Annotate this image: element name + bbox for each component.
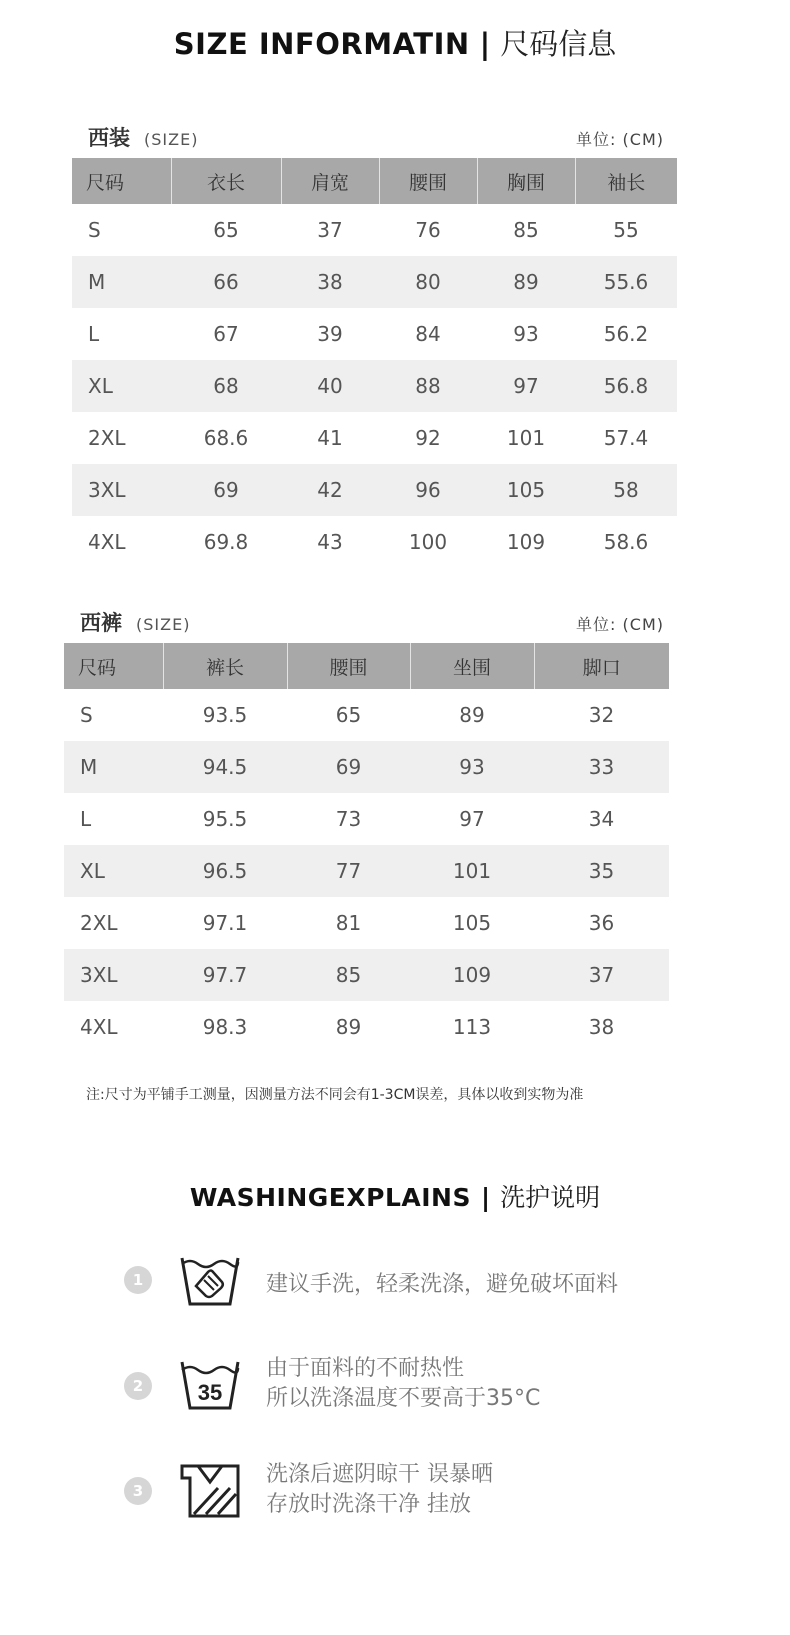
washing-line: 洗涤后遮阴晾干 误暴晒 — [266, 1462, 493, 1487]
value-cell: 105 — [452, 911, 492, 935]
value-cell: 109 — [410, 949, 534, 1001]
value-cell: 66 — [171, 256, 281, 308]
size-cell: 2XL — [80, 911, 118, 935]
value-cell: 69.8 — [203, 530, 249, 554]
size-cell: M — [64, 741, 163, 793]
washing-item-3 — [0, 1458, 790, 1538]
column-header: 袖长 — [575, 158, 677, 204]
table-row — [64, 793, 669, 845]
size-cell: 3XL — [64, 949, 163, 1001]
value-cell: 37 — [317, 218, 343, 242]
column-header: 肩宽 — [281, 158, 379, 204]
value-cell: 81 — [335, 911, 362, 935]
washing-line: 所以洗涤温度不要高于35°C — [266, 1386, 541, 1411]
value-cell: 95.5 — [202, 807, 248, 831]
suit-size-tag: (SIZE) — [144, 130, 199, 149]
size-cell: S — [80, 703, 93, 727]
size-cell: 4XL — [88, 530, 126, 554]
value-cell: 42 — [281, 464, 379, 516]
suit-unit: 单位: (CM) — [576, 130, 664, 149]
washing-item-2 — [0, 1352, 790, 1432]
value-cell: 68 — [171, 360, 281, 412]
washing-line: 建议手洗，轻柔洗涤，避免破坏面料 — [266, 1272, 619, 1297]
value-cell: 101 — [410, 845, 534, 897]
suit-table-caption — [88, 122, 664, 152]
column-header: 尺码 — [72, 158, 171, 204]
value-cell: 69 — [171, 464, 281, 516]
table-row — [72, 412, 677, 464]
value-cell: 32 — [588, 703, 615, 727]
table-row — [64, 897, 669, 949]
table-row — [64, 741, 669, 793]
value-cell: 96.5 — [163, 845, 287, 897]
value-cell: 101 — [506, 426, 546, 450]
value-cell: 80 — [379, 256, 477, 308]
value-cell: 38 — [588, 1015, 615, 1039]
value-cell: 85 — [513, 218, 539, 242]
pants-label: 西裤 — [80, 611, 122, 635]
value-cell: 89 — [477, 256, 575, 308]
value-cell: 97 — [477, 360, 575, 412]
size-cell: 3XL — [72, 464, 171, 516]
value-cell: 41 — [317, 426, 343, 450]
value-cell: 58.6 — [603, 530, 649, 554]
value-cell: 37 — [534, 949, 669, 1001]
size-cell: S — [88, 218, 101, 242]
value-cell: 97.7 — [163, 949, 287, 1001]
value-cell: 93.5 — [202, 703, 248, 727]
number-badge: 2 — [124, 1372, 152, 1400]
column-header: 腰围 — [287, 643, 410, 689]
size-cell: XL — [64, 845, 163, 897]
column-header: 坐围 — [410, 643, 534, 689]
size-cell: 2XL — [88, 426, 126, 450]
number-badge: 1 — [124, 1266, 152, 1294]
wash-35-icon — [178, 1356, 242, 1414]
table-row — [72, 204, 677, 256]
value-cell: 97.1 — [202, 911, 248, 935]
washing-text — [266, 1460, 493, 1520]
value-cell: 40 — [281, 360, 379, 412]
value-cell: 96 — [379, 464, 477, 516]
value-cell: 56.2 — [603, 322, 649, 346]
value-cell: 89 — [335, 1015, 362, 1039]
pants-size-table — [64, 643, 669, 1053]
value-cell: 69 — [287, 741, 410, 793]
shade-dry-icon — [178, 1460, 242, 1520]
number-badge: 3 — [124, 1477, 152, 1505]
value-cell: 113 — [452, 1015, 492, 1039]
value-cell: 57.4 — [603, 426, 649, 450]
suit-label: 西装 — [88, 126, 130, 150]
value-cell: 77 — [287, 845, 410, 897]
size-cell: XL — [72, 360, 171, 412]
title-english: SIZE INFORMATIN — [173, 27, 470, 61]
title-chinese: 尺码信息 — [500, 27, 617, 61]
suit-size-table — [72, 158, 677, 568]
value-cell: 55.6 — [575, 256, 677, 308]
washing-text — [266, 1354, 540, 1414]
table-row — [64, 845, 669, 897]
value-cell: 35 — [534, 845, 669, 897]
table-header-row — [64, 643, 669, 689]
table-row — [72, 308, 677, 360]
title-separator: | — [481, 1183, 491, 1212]
table-row — [72, 256, 677, 308]
value-cell: 65 — [213, 218, 239, 242]
value-cell: 94.5 — [163, 741, 287, 793]
size-cell: L — [88, 322, 100, 346]
value-cell: 100 — [408, 530, 448, 554]
value-cell: 93 — [410, 741, 534, 793]
washing-line: 由于面料的不耐热性 — [266, 1356, 465, 1381]
size-info-title — [0, 22, 790, 63]
value-cell: 67 — [213, 322, 239, 346]
value-cell: 92 — [415, 426, 441, 450]
table-row — [72, 360, 677, 412]
value-cell: 33 — [534, 741, 669, 793]
value-cell: 55 — [613, 218, 639, 242]
value-cell: 93 — [513, 322, 539, 346]
value-cell: 38 — [281, 256, 379, 308]
value-cell: 73 — [335, 807, 362, 831]
washing-title — [0, 1178, 790, 1214]
table-row — [64, 949, 669, 1001]
value-cell: 85 — [287, 949, 410, 1001]
wash-temperature-label: 35 — [197, 1380, 223, 1405]
value-cell: 98.3 — [202, 1015, 248, 1039]
pants-table-caption — [80, 607, 664, 637]
title-separator: | — [479, 27, 491, 61]
table-header-row — [72, 158, 677, 204]
value-cell: 76 — [415, 218, 441, 242]
column-header: 脚口 — [534, 643, 669, 689]
measurement-note: 注:尺寸为平铺手工测量，因测量方法不同会有1-3CM误差，具体以收到实物为准 — [86, 1087, 584, 1103]
value-cell: 109 — [506, 530, 546, 554]
size-cell: L — [80, 807, 92, 831]
title-chinese: 洗护说明 — [500, 1183, 601, 1212]
value-cell: 97 — [459, 807, 485, 831]
value-cell: 39 — [317, 322, 343, 346]
washing-text — [266, 1270, 618, 1300]
pants-size-tag: (SIZE) — [136, 615, 191, 634]
table-row — [72, 516, 677, 568]
table-row — [64, 689, 669, 741]
column-header: 胸围 — [477, 158, 575, 204]
value-cell: 56.8 — [575, 360, 677, 412]
table-row — [72, 464, 677, 516]
value-cell: 34 — [588, 807, 615, 831]
table-row — [64, 1001, 669, 1053]
value-cell: 88 — [379, 360, 477, 412]
value-cell: 68.6 — [203, 426, 249, 450]
hand-wash-icon — [178, 1252, 242, 1310]
value-cell: 65 — [335, 703, 362, 727]
value-cell: 58 — [575, 464, 677, 516]
size-cell: M — [72, 256, 171, 308]
pants-unit: 单位: (CM) — [576, 615, 664, 634]
value-cell: 43 — [317, 530, 343, 554]
size-cell: 4XL — [80, 1015, 118, 1039]
value-cell: 105 — [477, 464, 575, 516]
washing-line: 存放时洗涤干净 挂放 — [266, 1492, 471, 1517]
column-header: 腰围 — [379, 158, 477, 204]
column-header: 尺码 — [64, 643, 163, 689]
value-cell: 89 — [459, 703, 485, 727]
washing-item-1 — [0, 1250, 790, 1330]
column-header: 衣长 — [171, 158, 281, 204]
value-cell: 36 — [588, 911, 615, 935]
title-english: WASHINGEXPLAINS — [189, 1183, 471, 1212]
value-cell: 84 — [415, 322, 441, 346]
column-header: 裤长 — [163, 643, 287, 689]
